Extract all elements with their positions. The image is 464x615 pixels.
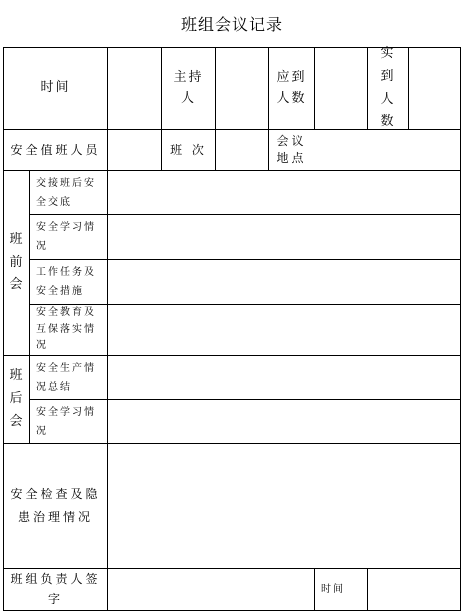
pre-shift-section-label-text: 班前会	[9, 231, 25, 293]
signature-time-field[interactable]	[368, 569, 460, 610]
pre-shift-item-field[interactable]	[108, 260, 460, 304]
signature-time-label: 时间	[321, 583, 345, 595]
pre-shift-item-field[interactable]	[108, 215, 460, 259]
expected-count-label-text: 应到人数	[276, 70, 307, 106]
inspection-label-text: 安全检查及隐患治理情况	[10, 487, 101, 524]
signature-field[interactable]	[108, 569, 314, 610]
form-title: 班组会议记录	[180, 15, 283, 34]
signature-label-text: 班组负责人签字	[10, 572, 101, 606]
location-field[interactable]	[315, 130, 460, 170]
post-shift-item	[30, 400, 107, 443]
actual-count-field[interactable]	[409, 48, 460, 129]
post-shift-item-field[interactable]	[108, 356, 460, 399]
pre-shift-item-field[interactable]	[108, 305, 460, 355]
pre-shift-item-text: 安全教育及互保落实情况	[36, 307, 96, 352]
post-shift-section-label	[4, 356, 29, 443]
pre-shift-item	[30, 215, 107, 259]
pre-shift-item	[30, 171, 107, 214]
actual-count-label	[368, 48, 408, 129]
inspection-field[interactable]	[108, 444, 460, 568]
expected-count-field[interactable]	[315, 48, 367, 129]
duty-staff-label: 安全值班人员	[10, 142, 101, 157]
post-shift-section-label-text: 班后会	[9, 368, 25, 429]
location-label-text: 会议地点	[276, 133, 307, 165]
shift-field[interactable]	[216, 130, 268, 170]
actual-count-label-text: 实到人数	[380, 46, 396, 130]
post-shift-item-text: 安全学习情况	[36, 406, 96, 437]
time-value-field[interactable]	[108, 48, 161, 129]
signature-label	[4, 569, 107, 610]
location-label	[269, 130, 314, 170]
post-shift-item-field[interactable]	[108, 400, 460, 443]
post-shift-item-text: 安全生产情况总结	[36, 362, 96, 393]
pre-shift-item-field[interactable]	[108, 171, 460, 214]
post-shift-item	[30, 356, 107, 399]
pre-shift-item	[30, 305, 107, 355]
time-label: 时间	[40, 80, 71, 96]
pre-shift-item	[30, 260, 107, 304]
pre-shift-section-label	[4, 171, 29, 355]
table-border-right	[460, 47, 461, 611]
inspection-label	[4, 444, 107, 568]
expected-count-label	[269, 48, 314, 129]
host-value-field[interactable]	[216, 48, 268, 129]
host-label-text: 主持人	[173, 70, 204, 106]
table-border-bottom	[3, 610, 461, 611]
host-label	[162, 48, 215, 129]
duty-staff-field[interactable]	[108, 130, 161, 170]
pre-shift-item-text: 交接班后安全交底	[36, 177, 96, 208]
shift-label: 班 次	[170, 142, 207, 157]
pre-shift-item-text: 工作任务及安全措施	[36, 267, 96, 297]
pre-shift-item-text: 安全学习情况	[36, 222, 96, 252]
